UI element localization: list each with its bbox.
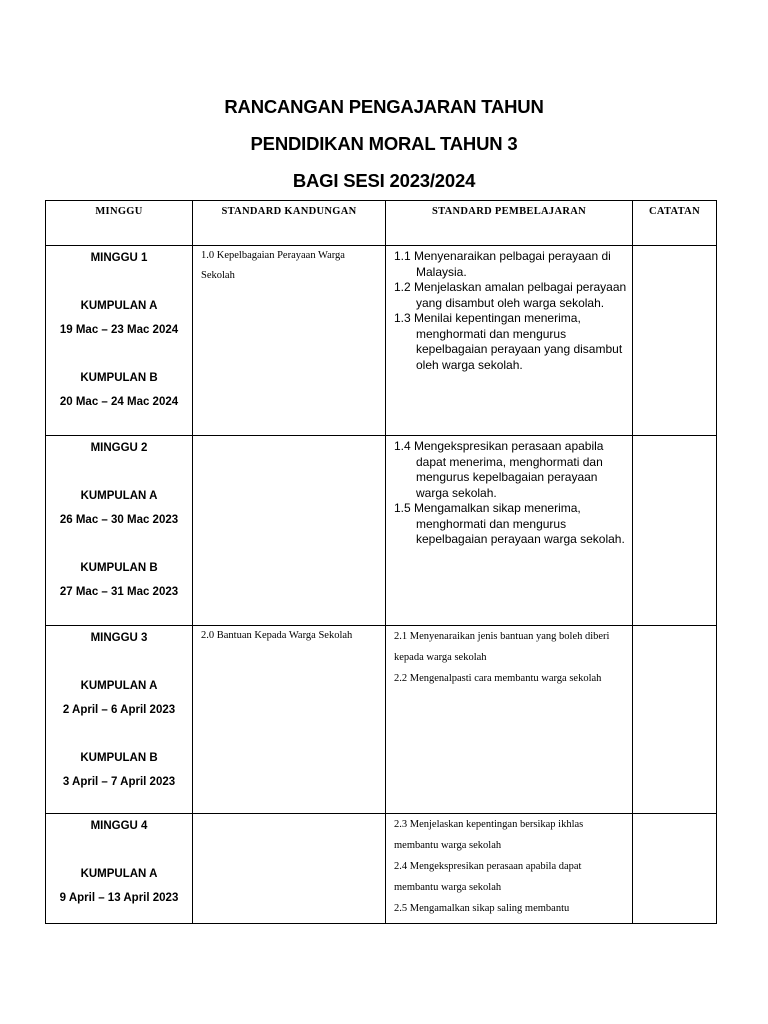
week-label: MINGGU 3	[90, 632, 148, 644]
header-standard-kandungan: STANDARD KANDUNGAN	[193, 201, 386, 246]
lesson-plan-table	[45, 200, 717, 924]
group-a-label: KUMPULAN A	[80, 868, 158, 880]
learning-standard-item: 2.4 Mengekspresikan perasaan apabila dapat membantu warga sekolah	[394, 861, 582, 893]
table-row	[46, 626, 717, 814]
catatan-cell	[633, 626, 717, 814]
standard-kandungan-cell	[193, 436, 386, 626]
header-minggu: MINGGU	[46, 201, 193, 246]
week-cell	[46, 246, 193, 436]
group-b-dates: 27 Mac – 31 Mac 2023	[59, 586, 179, 598]
group-a-dates: 9 April – 13 April 2023	[59, 892, 179, 904]
group-b-dates: 20 Mac – 24 Mac 2024	[59, 396, 179, 408]
title-line-2: PENDIDIKAN MORAL TAHUN 3	[250, 133, 518, 154]
learning-standard-item: 2.3 Menjelaskan kepentingan bersikap ikhlas membantu warga sekolah	[394, 819, 584, 851]
group-a-dates: 2 April – 6 April 2023	[62, 704, 176, 716]
learning-standard-item: 1.1 Menyenaraikan pelbagai perayaan di Malaysia.	[394, 249, 611, 279]
group-a-label: KUMPULAN A	[80, 680, 158, 692]
group-a-label: KUMPULAN A	[80, 490, 158, 502]
standard-pembelajaran-cell	[386, 246, 633, 436]
group-a-dates: 26 Mac – 30 Mac 2023	[59, 514, 179, 526]
week-label: MINGGU 4	[90, 820, 148, 832]
standard-kandungan-cell	[193, 246, 386, 436]
learning-standard-item: 1.3 Menilai kepentingan menerima, menghormati dan mengurus kepelbagaian perayaan yang disambut oleh warga sekolah.	[394, 311, 623, 372]
catatan-cell	[633, 436, 717, 626]
learning-standard-item: 2.1 Menyenaraikan jenis bantuan yang boleh diberi kepada warga sekolah	[394, 631, 610, 663]
group-a-dates: 19 Mac – 23 Mac 2024	[59, 324, 179, 336]
table-row	[46, 814, 717, 924]
learning-standard-item: 2.2 Mengenalpasti cara membantu warga sekolah	[394, 673, 602, 684]
group-a-label: KUMPULAN A	[80, 300, 158, 312]
standard-kandungan-text: 1.0 Kepelbagaian Perayaan Warga Sekolah	[201, 250, 345, 281]
catatan-cell	[633, 814, 717, 924]
table-row	[46, 436, 717, 626]
title-line-1: RANCANGAN PENGAJARAN TAHUN	[224, 96, 544, 117]
table-row	[46, 246, 717, 436]
header-catatan: CATATAN	[633, 201, 717, 246]
week-cell	[46, 814, 193, 924]
group-b-label: KUMPULAN B	[80, 372, 158, 384]
header-standard-pembelajaran: STANDARD PEMBELAJARAN	[386, 201, 633, 246]
learning-standard-item: 1.4 Mengekspresikan perasaan apabila dapat menerima, menghormati dan mengurus kepelbagaian perayaan warga sekolah.	[394, 439, 604, 500]
group-b-dates: 3 April – 7 April 2023	[62, 776, 176, 788]
standard-kandungan-cell	[193, 626, 386, 814]
standard-pembelajaran-cell	[386, 626, 633, 814]
table-header-row	[46, 201, 717, 246]
standard-kandungan-cell	[193, 814, 386, 924]
group-b-label: KUMPULAN B	[80, 752, 158, 764]
learning-standard-item: 1.5 Mengamalkan sikap menerima, menghormati dan mengurus kepelbagaian perayaan warga sekolah.	[394, 501, 625, 546]
week-cell	[46, 626, 193, 814]
standard-pembelajaran-cell	[386, 436, 633, 626]
week-cell	[46, 436, 193, 626]
standard-kandungan-text: 2.0 Bantuan Kepada Warga Sekolah	[201, 630, 353, 641]
title-line-3: BAGI SESI 2023/2024	[292, 170, 476, 191]
standard-pembelajaran-cell	[386, 814, 633, 924]
learning-standard-item: 2.5 Mengamalkan sikap saling membantu	[394, 903, 570, 914]
group-b-label: KUMPULAN B	[80, 562, 158, 574]
learning-standard-item: 1.2 Menjelaskan amalan pelbagai perayaan yang disambut oleh warga sekolah.	[394, 280, 627, 310]
week-label: MINGGU 2	[90, 442, 148, 454]
week-label: MINGGU 1	[90, 252, 148, 264]
document-title-block	[0, 88, 768, 199]
catatan-cell	[633, 246, 717, 436]
